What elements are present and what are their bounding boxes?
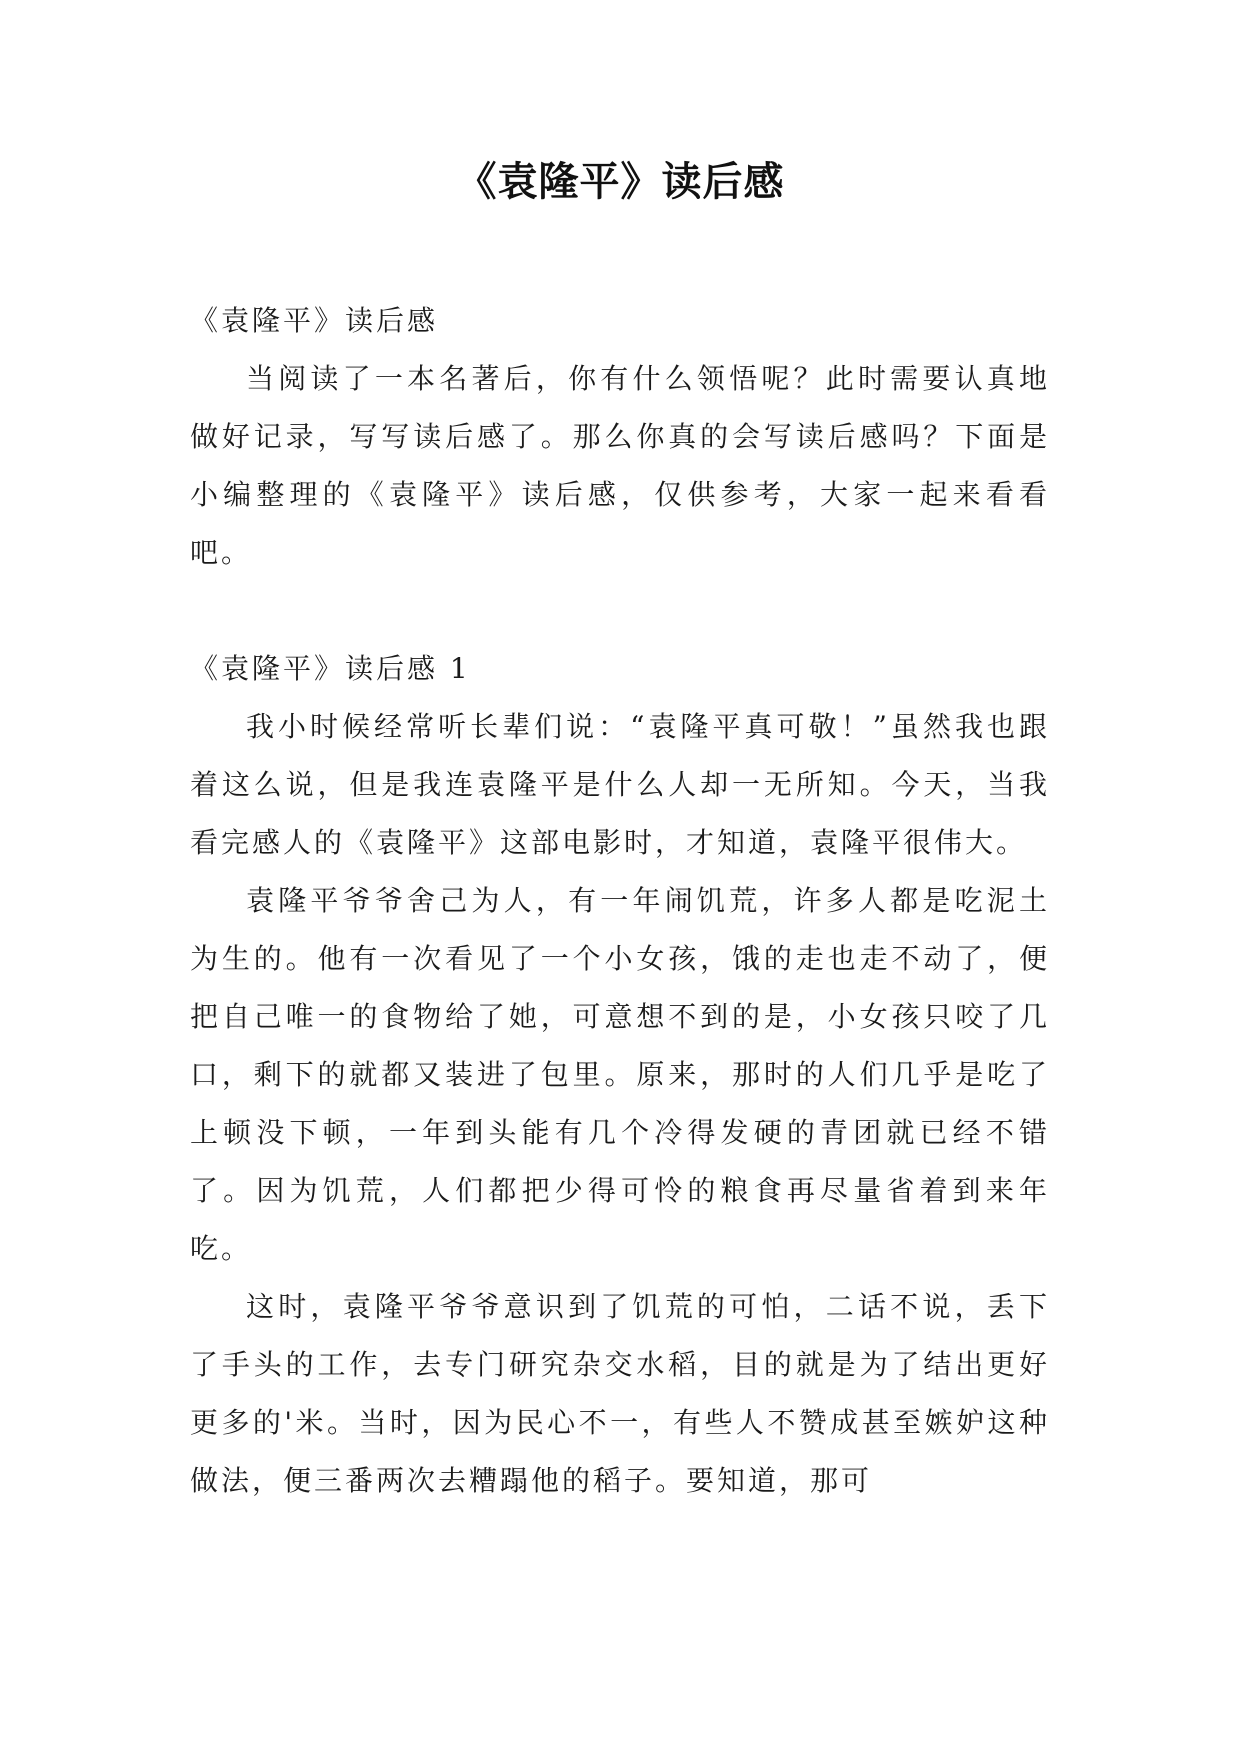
intro-paragraph: 当阅读了一本名著后，你有什么领悟呢？此时需要认真地做好记录，写写读后感了。那么你真的会写读后感吗？下面是小编整理的《袁隆平》读后感，仅供参考，大家一起来看看吧。	[190, 362, 1050, 569]
section-heading: 《袁隆平》读后感 1	[190, 652, 471, 685]
document-title: 《袁隆平》读后感	[456, 159, 785, 205]
body-paragraph: 这时，袁隆平爷爷意识到了饥荒的可怕，二话不说，丢下了手头的工作，去专门研究杂交水稻，目的就是为了结出更好更多的'米。当时，因为民心不一，有些人不赞成甚至嫉妒这种做法，便三番两次去糟蹋他的稻子。要知道，那可	[190, 1290, 1050, 1497]
intro-heading: 《袁隆平》读后感	[190, 304, 439, 337]
body-paragraph: 袁隆平爷爷舍己为人，有一年闹饥荒，许多人都是吃泥土为生的。他有一次看见了一个小女孩，饿的走也走不动了，便把自己唯一的食物给了她，可意想不到的是，小女孩只咬了几口，剩下的就都又装进了包里。原来，那时的人们几乎是吃了上顿没下顿，一年到头能有几个冷得发硬的青团就已经不错了。因为饥荒，人们都把少得可怜的粮食再尽量省着到来年吃。	[190, 884, 1050, 1265]
body-paragraph: 我小时候经常听长辈们说：“袁隆平真可敬！”虽然我也跟着这么说，但是我连袁隆平是什么人却一无所知。今天，当我看完感人的《袁隆平》这部电影时，才知道，袁隆平很伟大。	[190, 710, 1050, 859]
section-gap	[190, 582, 1050, 640]
document-body	[190, 292, 1050, 1510]
